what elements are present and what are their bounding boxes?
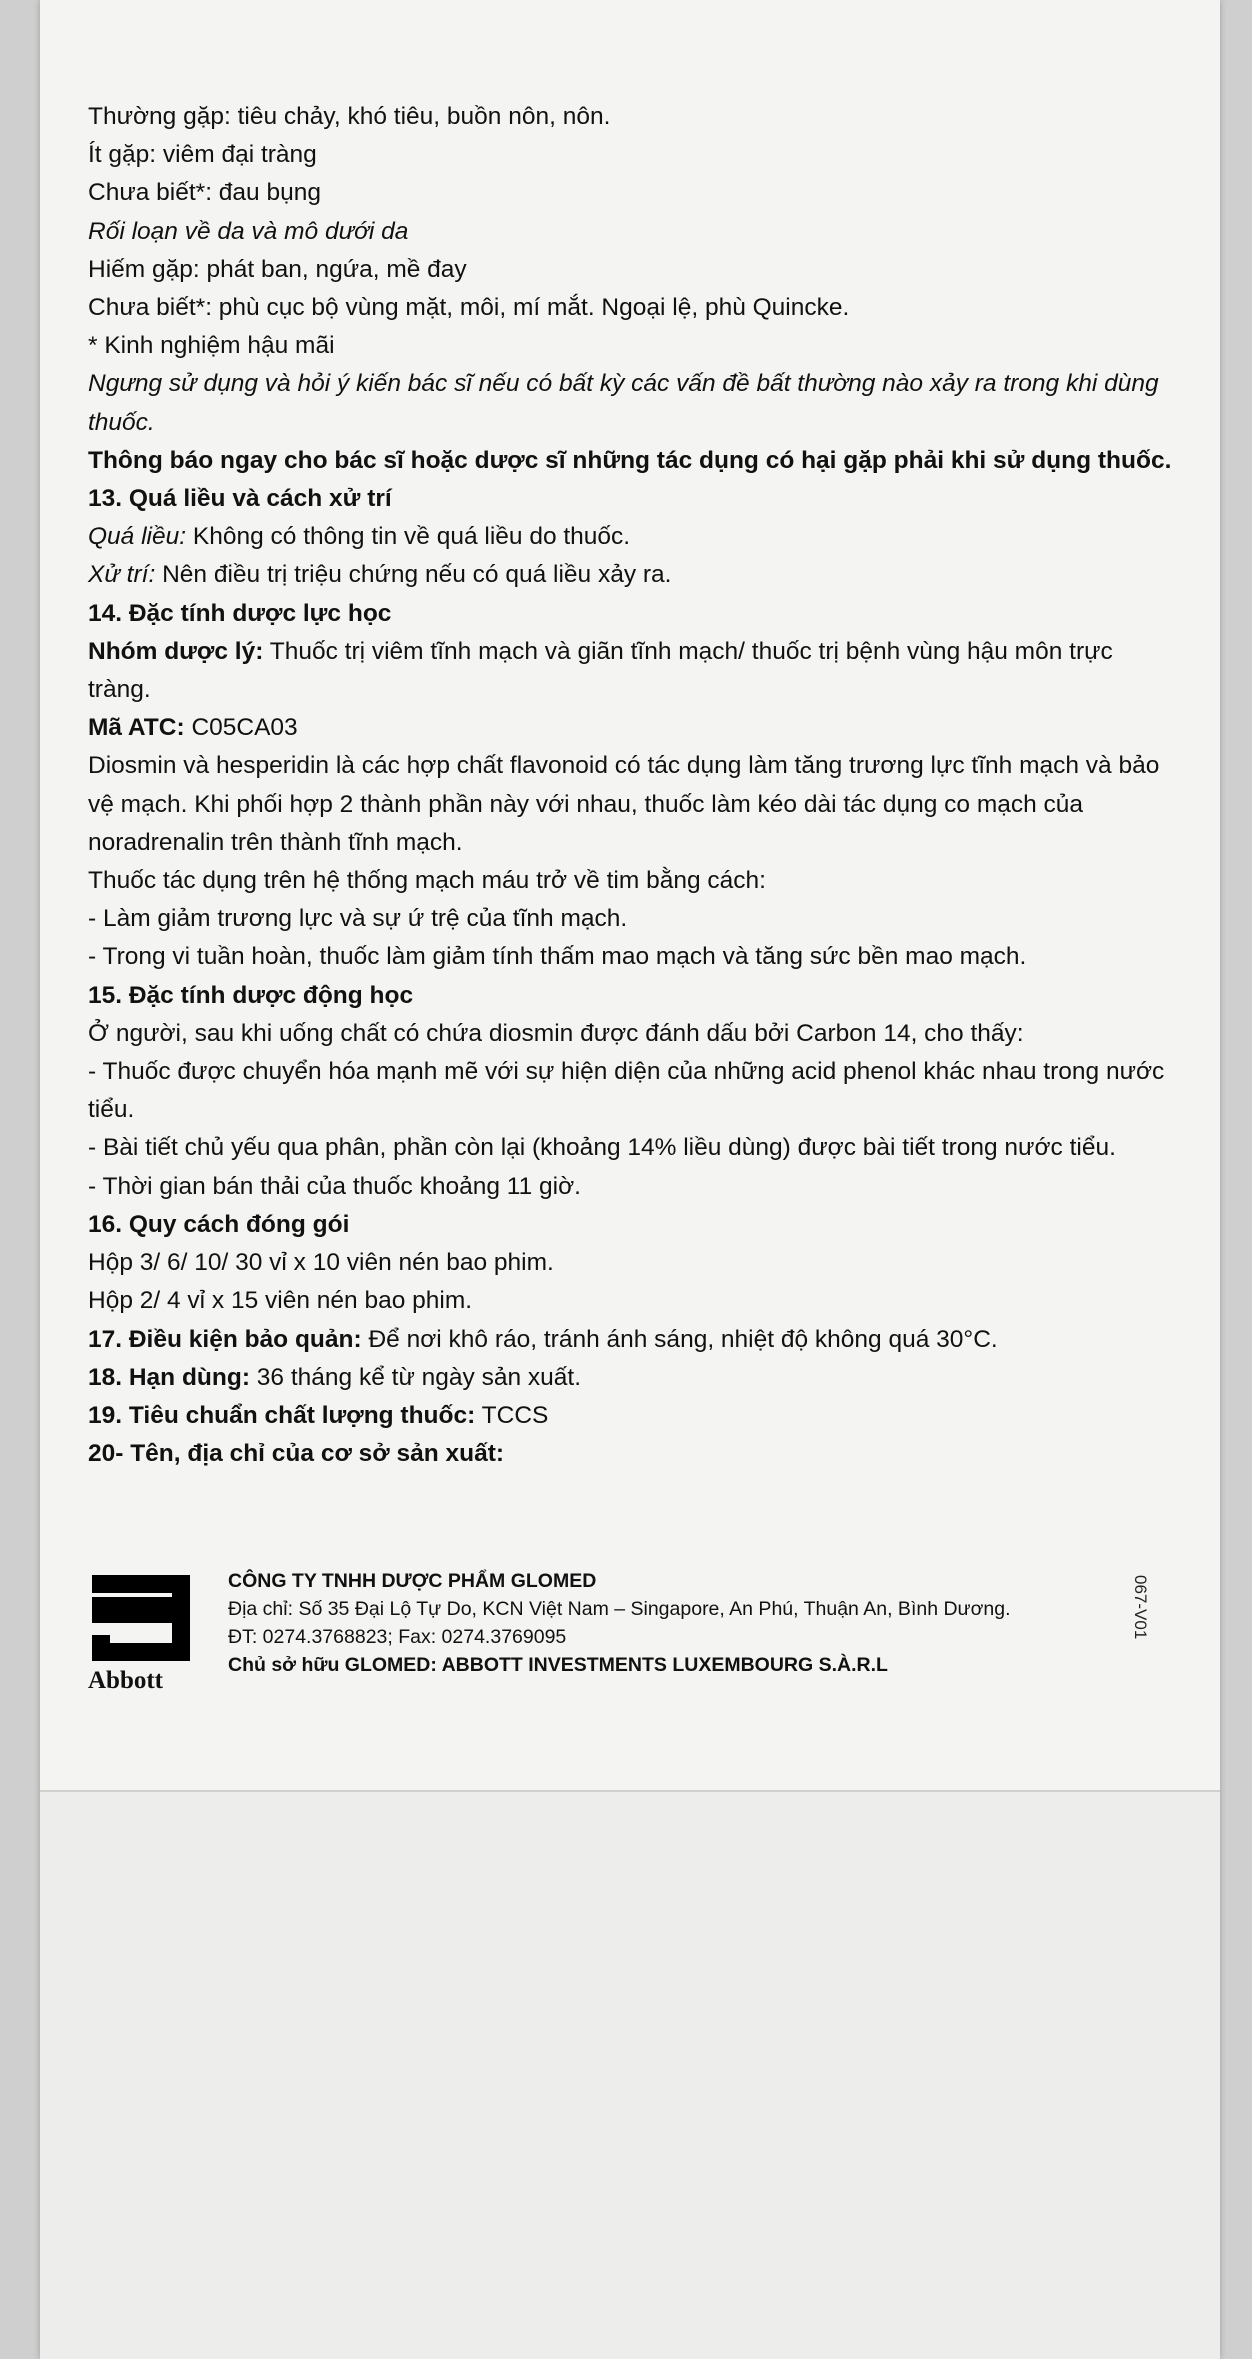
text-line: Hiếm gặp: phát ban, ngứa, mề đay [88, 255, 467, 283]
document-code: 067-V01 [1131, 1575, 1150, 1640]
standard-text: TCCS [481, 1401, 549, 1429]
text-line: Ít gặp: viêm đại tràng [88, 141, 317, 169]
abbott-logo-icon [88, 1573, 198, 1693]
section-heading-16: 16. Quy cách đóng gói [88, 1210, 350, 1238]
section-heading-13: 13. Quá liều và cách xử trí [88, 485, 392, 513]
bullet-line: - Bài tiết chủ yếu qua phân, phần còn lại (khoảng 14% liều dùng) được bài tiết trong nước tiểu. [88, 1134, 1116, 1162]
bullet-line: - Làm giảm trương lực và sự ứ trệ của tĩnh mạch. [88, 905, 628, 933]
atc-label: Mã ATC: [88, 714, 185, 742]
expiry-text: 36 tháng kể từ ngày sản xuất. [256, 1363, 582, 1391]
packaging-line: Hộp 3/ 6/ 10/ 30 vỉ x 10 viên nén bao phim. [88, 1249, 554, 1277]
pharm-group [88, 633, 1178, 709]
text-line: * Kinh nghiệm hậu mãi [88, 332, 335, 360]
warning-paragraph: Ngưng sử dụng và hỏi ý kiến bác sĩ nếu có bất kỳ các vấn đề bất thường nào xảy ra trong khi dùng thuốc. [88, 370, 1159, 436]
pharm-group-text: Thuốc trị viêm tĩnh mạch và giãn tĩnh mạch/ thuốc trị bệnh vùng hậu môn trực tràng. [88, 637, 1113, 704]
text-line: Thường gặp: tiêu chảy, khó tiêu, buồn nôn, nôn. [88, 103, 611, 130]
company-details [228, 1567, 1011, 1679]
manufacturer-footer [88, 1567, 1168, 1697]
atc-code: C05CA03 [191, 714, 298, 742]
packaging-line: Hộp 2/ 4 vỉ x 15 viên nén bao phim. [88, 1287, 473, 1315]
fold-divider [40, 1790, 1220, 1792]
text-line: Chưa biết*: đau bụng [88, 179, 321, 207]
section-heading-15: 15. Đặc tính dược động học [88, 981, 414, 1009]
notice-paragraph: Thông báo ngay cho bác sĩ hoặc dược sĩ những tác dụng có hại gặp phải khi sử dụng thuốc. [88, 446, 1172, 474]
company-name: CÔNG TY TNHH DƯỢC PHẨM GLOMED [228, 1570, 597, 1592]
standard-line [88, 1397, 1178, 1435]
treatment-line [88, 556, 1178, 594]
pharm-group-label: Nhóm dược lý: [88, 637, 264, 665]
section-heading-14: 14. Đặc tính dược lực học [88, 599, 392, 627]
text-line: Thuốc tác dụng trên hệ thống mạch máu trở về tim bằng cách: [88, 867, 766, 895]
bullet-line: - Thời gian bán thải của thuốc khoảng 11 giờ. [88, 1172, 581, 1200]
overdose-label: Quá liều: [88, 523, 187, 551]
expiry-line [88, 1359, 1178, 1397]
bleed-through-area [40, 1790, 1220, 2359]
standard-label: 19. Tiêu chuẩn chất lượng thuốc: [88, 1401, 476, 1429]
company-owner: Chủ sở hữu GLOMED: ABBOTT INVESTMENTS LUXEMBOURG S.À.R.L [228, 1654, 888, 1676]
atc-code-line [88, 709, 1178, 747]
expiry-label: 18. Hạn dùng: [88, 1363, 250, 1391]
storage-label: 17. Điều kiện bảo quản: [88, 1325, 362, 1353]
logo-wordmark: Abbott [88, 1667, 164, 1694]
storage-text: Để nơi khô ráo, tránh ánh sáng, nhiệt độ không quá 30°C. [368, 1325, 998, 1353]
treatment-text: Nên điều trị triệu chứng nếu có quá liều xảy ra. [162, 561, 672, 589]
company-phone: ĐT: 0274.3768823; Fax: 0274.3769095 [228, 1626, 567, 1648]
storage-line [88, 1321, 1178, 1359]
section-heading-20: 20- Tên, địa chỉ của cơ sở sản xuất: [88, 1440, 505, 1468]
overdose-text: Không có thông tin về quá liều do thuốc. [192, 523, 631, 551]
subheading: Rối loạn về da và mô dưới da [88, 217, 409, 245]
leaflet-text [88, 98, 1178, 1473]
bullet-line: - Trong vi tuần hoàn, thuốc làm giảm tính thấm mao mạch và tăng sức bền mao mạch. [88, 943, 1027, 971]
treatment-label: Xử trí: [88, 561, 156, 589]
diosmin-paragraph: Diosmin và hesperidin là các hợp chất flavonoid có tác dụng làm tăng trương lực tĩnh mạch và bảo vệ mạch. Khi phối hợp 2 thành phần này với nhau, thuốc làm kéo dài tác dụng co mạch của noradrenalin trên thành tĩnh mạch. [88, 752, 1160, 856]
overdose-line [88, 518, 1178, 556]
text-line: Chưa biết*: phù cục bộ vùng mặt, môi, mí mắt. Ngoại lệ, phù Quincke. [88, 294, 850, 322]
text-line: Ở người, sau khi uống chất có chứa diosmin được đánh dấu bởi Carbon 14, cho thấy: [88, 1019, 1024, 1047]
bullet-line: - Thuốc được chuyển hóa mạnh mẽ với sự hiện diện của những acid phenol khác nhau trong nước tiểu. [88, 1058, 1165, 1124]
company-address: Địa chỉ: Số 35 Đại Lộ Tự Do, KCN Việt Nam – Singapore, An Phú, Thuận An, Bình Dương. [228, 1598, 1011, 1620]
